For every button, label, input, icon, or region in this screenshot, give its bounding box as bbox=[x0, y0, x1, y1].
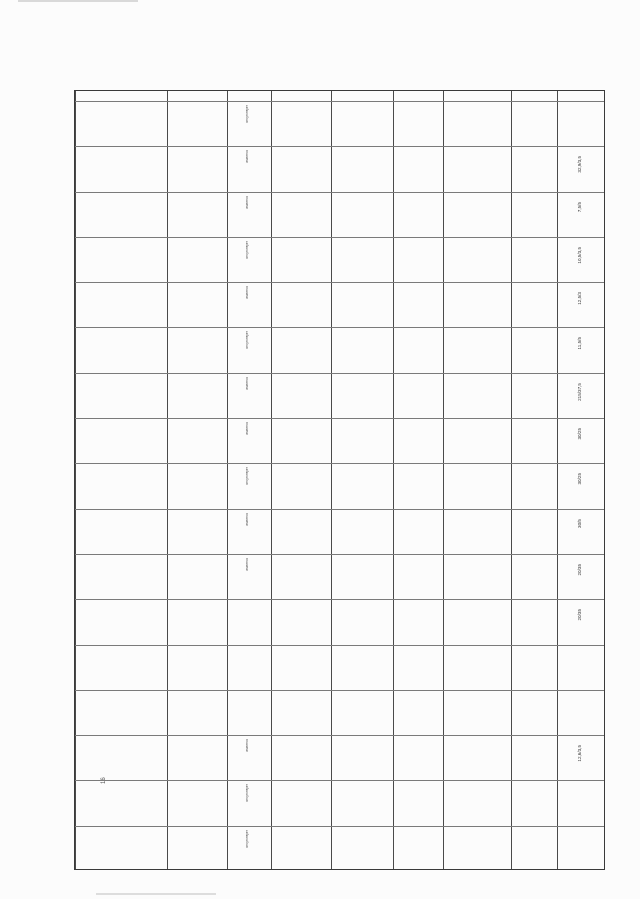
table-row-divider bbox=[75, 735, 604, 736]
column-divider bbox=[75, 91, 76, 869]
table-row-divider bbox=[75, 327, 604, 328]
table-row-divider bbox=[75, 509, 604, 510]
column-divider bbox=[271, 91, 272, 869]
table-row-divider bbox=[75, 192, 604, 193]
column-divider bbox=[393, 91, 394, 869]
table-row-value: 7,5/5 bbox=[577, 201, 582, 212]
table-row-status: имеется bbox=[245, 739, 249, 752]
table-row-divider bbox=[75, 418, 604, 419]
table-row-divider bbox=[75, 645, 604, 646]
table-row-status: отсутствует bbox=[245, 105, 249, 123]
table-row-value: 12,6/3,5 bbox=[577, 745, 582, 762]
table-row-divider bbox=[75, 826, 604, 827]
table-row-status: отсутствует bbox=[245, 331, 249, 350]
scan-artifact-top bbox=[18, 0, 138, 2]
table-row-status: отсутствует bbox=[245, 784, 249, 803]
table-row-divider bbox=[75, 237, 604, 238]
table-row-value: 20/35 bbox=[577, 609, 582, 621]
table-row-status: имеется bbox=[245, 557, 249, 571]
table-row-value: 10,5/3,5 bbox=[577, 246, 582, 264]
rotated-table bbox=[74, 90, 605, 870]
table-row-status: имеется bbox=[245, 422, 249, 435]
column-divider bbox=[511, 91, 512, 869]
table-row-status: отсутствует bbox=[245, 467, 249, 486]
table-row-value: 30/25 bbox=[577, 473, 582, 485]
table-row-divider bbox=[75, 282, 604, 283]
table-row-status: имеется bbox=[245, 376, 249, 390]
column-divider bbox=[227, 91, 228, 869]
table-row-value: 32,9/3,5 bbox=[577, 156, 582, 173]
table-row-value: 30/25 bbox=[577, 428, 582, 440]
column-divider bbox=[557, 91, 558, 869]
table-row-value: 20/35 bbox=[577, 563, 582, 576]
table-row-value: 215/37,5 bbox=[577, 382, 582, 401]
table-row-value: 11,5/5 bbox=[577, 337, 582, 350]
page-number: 16 bbox=[101, 777, 107, 784]
table-row-status: имеется bbox=[245, 195, 249, 209]
column-divider bbox=[167, 91, 168, 869]
table-row-value: 30/5 bbox=[577, 518, 582, 528]
table-row-status: имеется bbox=[245, 150, 249, 163]
table-row-divider bbox=[75, 146, 604, 147]
table-row-status: отсутствует bbox=[245, 240, 249, 259]
column-divider bbox=[331, 91, 332, 869]
table-row-divider bbox=[75, 690, 604, 691]
table-row-divider bbox=[75, 373, 604, 374]
table-row-divider bbox=[75, 554, 604, 555]
table-row-status: имеется bbox=[245, 286, 249, 299]
scan-artifact-bottom bbox=[96, 893, 216, 895]
table-row-divider bbox=[75, 101, 604, 102]
column-divider bbox=[443, 91, 444, 869]
table-row-divider bbox=[75, 780, 604, 781]
table-row-status: отсутствует bbox=[245, 829, 249, 848]
table-row-divider bbox=[75, 599, 604, 600]
table-row-divider bbox=[75, 463, 604, 464]
table-row-status: имеется bbox=[245, 512, 249, 526]
table-row-value: 12,5/3 bbox=[577, 292, 582, 305]
